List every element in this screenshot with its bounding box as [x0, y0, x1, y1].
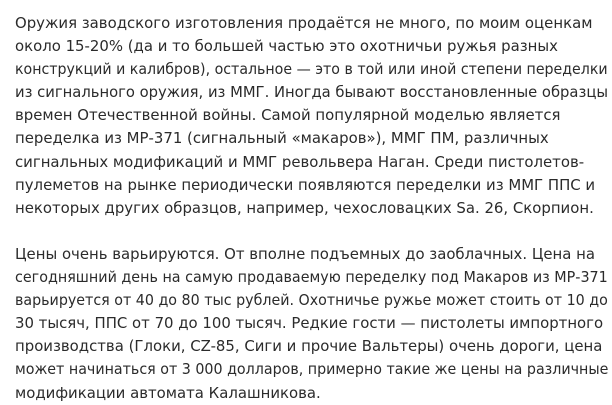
text-line: пулеметов на рынке периодически появляются переделки из ММГ ППС и	[15, 175, 596, 194]
text-line: переделка из МР-371 (сигнальный «макаров»), ММГ ПМ, различных	[15, 129, 549, 148]
paragraph-prices	[15, 243, 609, 405]
text-line: может начинаться от 3 000 долларов, примерно такие же цены на различные	[15, 360, 609, 379]
text-line: из сигнального оружия, из ММГ. Иногда бывают восстановленные образцы	[15, 83, 609, 102]
text-line: сегодняшний день на самую продаваемую переделку под Макаров из МР-371	[15, 268, 608, 287]
paragraph-weapon-sources	[15, 12, 609, 220]
text-line: модификации автомата Калашникова.	[15, 383, 321, 402]
text-line: 30 тысяч, ППС от 70 до 100 тысяч. Редкие гости — пистолеты импортного	[15, 314, 604, 333]
text-line: конструкций и калибров), остальное — это в той или иной степени переделки	[15, 60, 608, 79]
text-line: производства (Глоки, CZ-85, Сиги и прочие Вальтеры) очень дороги, цена	[15, 337, 603, 356]
text-line: времен Отечественной войны. Самой популярной моделью является	[15, 106, 561, 125]
text-line: Оружия заводского изготовления продаётся не много, по моим оценкам	[15, 14, 593, 32]
text-line: Цены очень варьируются. От вполне подъемных до заоблачных. Цена на	[15, 244, 596, 263]
text-line: сигнальных модификаций и ММГ револьвера Наган. Среди пистолетов-	[15, 152, 585, 171]
text-line: варьируется от 40 до 80 тыс рублей. Охотничье ружье может стоить от 10 до	[15, 291, 608, 310]
text-line: около 15-20% (да и то большей частью это охотничьи ружья разных	[15, 37, 558, 56]
text-line: некоторых других образцов, например, чехословацких Sa. 26, Скорпион.	[15, 198, 594, 217]
